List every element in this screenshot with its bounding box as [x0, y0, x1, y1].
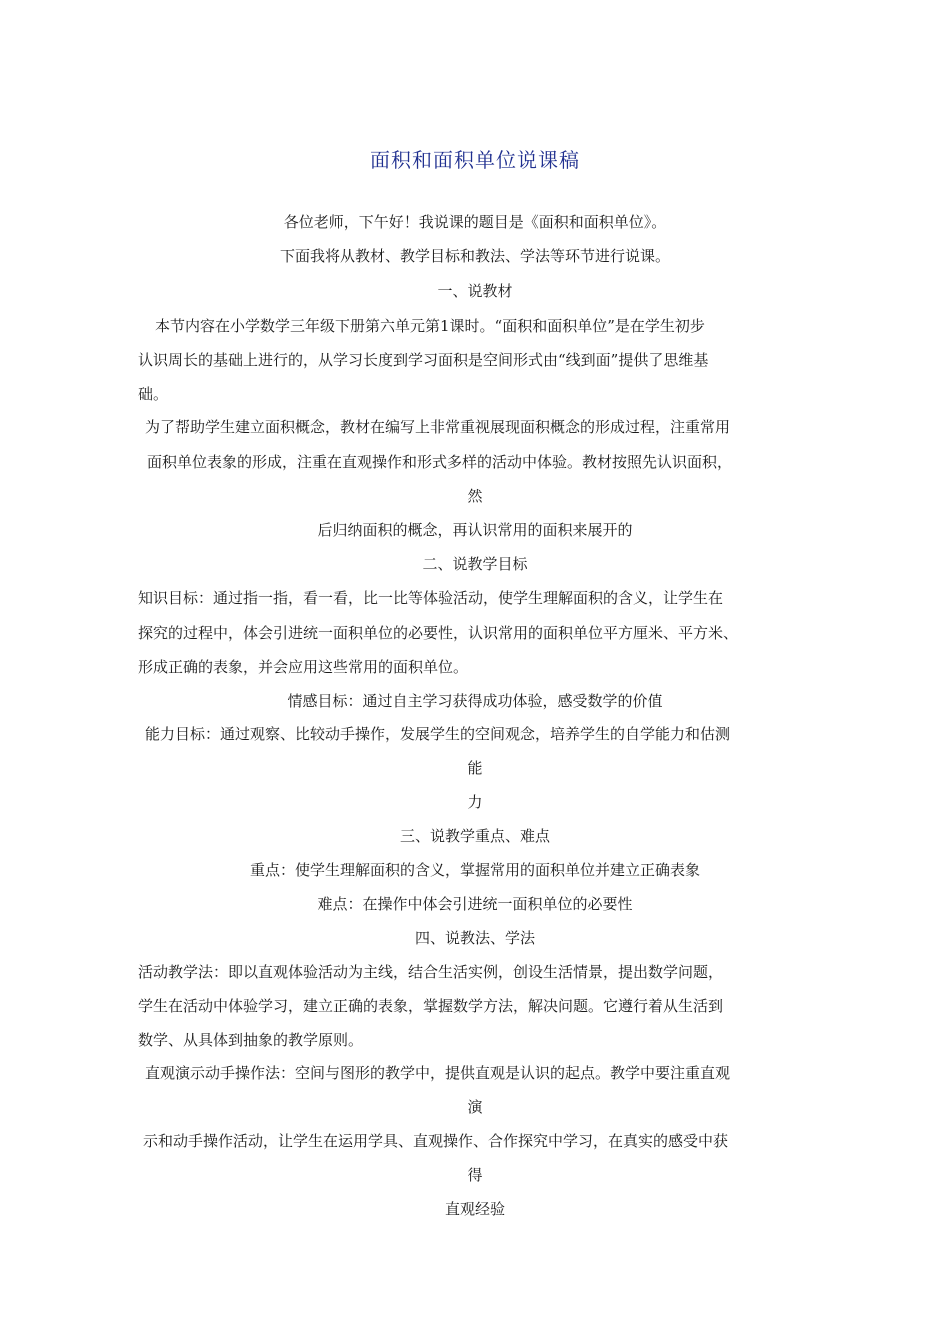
paragraph-line: 能	[467, 759, 483, 777]
greeting-line: 各位老师，下午好！我说课的题目是《面积和面积单位》。	[283, 213, 667, 231]
paragraph-line: 础。	[138, 385, 169, 403]
paragraph-line: 活动教学法：即以直观体验活动为主线，结合生活实例，创设生活情景，提出数学问题，	[138, 963, 724, 981]
paragraph-line: 力	[467, 793, 483, 811]
paragraph-line: 探究的过程中，体会引进统一面积单位的必要性，认识常用的面积单位平方厘米、平方米、	[138, 624, 739, 642]
paragraph-line: 直观经验	[444, 1200, 505, 1218]
paragraph-line: 学生在活动中体验学习，建立正确的表象，掌握数学方法，解决问题。它遵行着从生活到	[138, 997, 724, 1015]
paragraph-line: 面积单位表象的形成，注重在直观操作和形式多样的活动中体验。教材按照先认识面积，	[147, 453, 733, 471]
paragraph-line: 重点：使学生理解面积的含义，掌握常用的面积单位并建立正确表象	[249, 861, 700, 879]
intro-line: 下面我将从教材、教学目标和教法、学法等环节进行说课。	[279, 247, 670, 265]
paragraph-line: 然	[467, 487, 483, 505]
paragraph-line: 后归纳面积的概念，再认识常用的面积来展开的	[317, 521, 633, 539]
paragraph-line: 知识目标：通过指一指，看一看，比一比等体验活动，使学生理解面积的含义，让学生在	[138, 589, 724, 607]
paragraph-line: 能力目标：通过观察、比较动手操作，发展学生的空间观念，培养学生的自学能力和估测	[145, 725, 731, 743]
paragraph-line: 演	[467, 1098, 483, 1116]
section-heading-3: 三、说教学重点、难点	[399, 827, 550, 845]
paragraph-line: 数学、从具体到抽象的教学原则。	[138, 1031, 364, 1049]
section-heading-2: 二、说教学目标	[422, 555, 528, 573]
paragraph-line: 为了帮助学生建立面积概念，教材在编写上非常重视展现面积概念的形成过程，注重常用	[145, 418, 731, 436]
paragraph-line: 形成正确的表象，并会应用这些常用的面积单位。	[138, 658, 469, 676]
section-heading-4: 四、说教法、学法	[414, 929, 535, 947]
paragraph-line: 难点：在操作中体会引进统一面积单位的必要性	[317, 895, 633, 913]
document-title: 面积和面积单位说课稿	[370, 148, 580, 172]
section-heading-1: 一、说教材	[437, 282, 513, 300]
paragraph-line: 情感目标：通过自主学习获得成功体验，感受数学的价值	[287, 692, 663, 710]
paragraph-line: 认识周长的基础上进行的，从学习长度到学习面积是空间形式由“线到面”提供了思维基	[138, 351, 709, 369]
paragraph-line: 得	[467, 1166, 483, 1184]
paragraph-line: 直观演示动手操作法：空间与图形的教学中，提供直观是认识的起点。教学中要注重直观	[145, 1064, 731, 1082]
paragraph-line: 示和动手操作活动，让学生在运用学具、直观操作、合作探究中学习，在真实的感受中获	[143, 1132, 729, 1150]
paragraph-line: 本节内容在小学数学三年级下册第六单元第1课时。“面积和面积单位”是在学生初步	[155, 317, 705, 335]
